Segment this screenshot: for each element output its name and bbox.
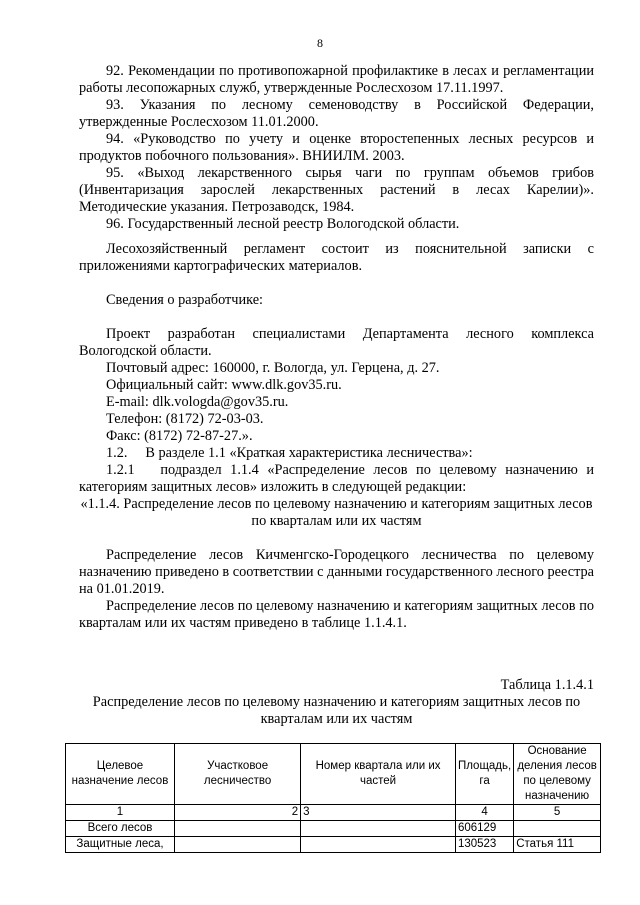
document-body: [79, 63, 594, 632]
header-area: Площадь, га: [455, 744, 513, 805]
cell-quarters: [301, 837, 456, 853]
cell-district: [175, 837, 301, 853]
reference-92: 92. Рекомендации по противопожарной профилактике в лесах и регламентации работы лесопожарных служб, утвержденные Рослесхозом 17.11.1997.: [79, 63, 594, 96]
section-heading: «1.1.4. Распределение лесов по целевому назначению и категориям защитных лесов по кварталам или их частям: [80, 496, 593, 529]
regulation-note: Лесохозяйственный регламент состоит из пояснительной записки с приложениями картографических материалов.: [79, 241, 594, 274]
developer-website: Официальный сайт: www.dlk.gov35.ru.: [106, 377, 342, 393]
developer-address: Почтовый адрес: 160000, г. Вологда, ул. Герцена, д. 27.: [106, 360, 440, 376]
reference-93: 93. Указания по лесному семеноводству в Российской Федерации, утвержденные Рослесхозом 11.01.2000.: [79, 97, 594, 130]
developer-phone: Телефон: (8172) 72-03-03.: [106, 411, 264, 427]
forest-distribution-table: [65, 743, 601, 853]
cell-area: 130523: [455, 837, 513, 853]
column-number: 4: [455, 805, 513, 821]
header-district: Участковое лесничество: [175, 744, 301, 805]
amendment-1-2: 1.2. В разделе 1.1 «Краткая характеристика лесничества»:: [106, 445, 473, 461]
column-number: 5: [514, 805, 601, 821]
table-title: Распределение лесов по целевому назначению и категориям защитных лесов по кварталам или их частям: [92, 694, 581, 727]
table-header-row: [66, 744, 601, 805]
header-quarters: Номер квартала или их частей: [301, 744, 456, 805]
column-number: 3: [301, 805, 456, 821]
reference-96: 96. Государственный лесной реестр Вологодской области.: [106, 216, 460, 232]
page-number: 8: [317, 36, 323, 50]
cell-area: 606129: [455, 821, 513, 837]
cell-quarters: [301, 821, 456, 837]
reference-94: 94. «Руководство по учету и оценке второстепенных лесных ресурсов и продуктов побочного пользования». ВНИИЛМ. 2003.: [79, 131, 594, 164]
section-paragraph-1: Распределение лесов Кичменгско-Городецкого лесничества по целевому назначению приведено в соответствии с данными государственного лесного реестра на 01.01.2019.: [79, 547, 594, 597]
cell-basis: Статья 111: [514, 837, 601, 853]
amendment-1-2-1: 1.2.1 подраздел 1.1.4 «Распределение лесов по целевому назначению и категориям защитных лесов» изложить в следующей редакции:: [79, 462, 594, 495]
column-number-row: [66, 805, 601, 821]
cell-purpose: Всего лесов: [66, 821, 175, 837]
header-purpose: Целевое назначение лесов: [66, 744, 175, 805]
cell-district: [175, 821, 301, 837]
column-number: 1: [66, 805, 175, 821]
table-row: [66, 837, 601, 853]
developer-heading: Сведения о разработчике:: [106, 292, 264, 308]
table-row: [66, 821, 601, 837]
developer-fax: Факс: (8172) 72-87-27.».: [106, 428, 253, 444]
cell-basis: [514, 821, 601, 837]
table-label: Таблица 1.1.4.1: [500, 677, 594, 693]
table-caption: [79, 677, 594, 728]
cell-purpose: Защитные леса,: [66, 837, 175, 853]
developer-project: Проект разработан специалистами Департамента лесного комплекса Вологодской области.: [79, 326, 594, 359]
header-basis: Основание деления лесов по целевому назначению: [514, 744, 601, 805]
reference-95: 95. «Выход лекарственного сырья чаги по группам объемов грибов (Инвентаризация зарослей лекарственных растений в лесах Карелии)». Методические указания. Петрозаводск, 1984.: [79, 165, 594, 215]
section-paragraph-2: Распределение лесов по целевому назначению и категориям защитных лесов по кварталам или их частям приведено в таблице 1.1.4.1.: [79, 598, 594, 631]
developer-email: E-mail: dlk.vologda@gov35.ru.: [106, 394, 289, 410]
column-number: 2: [175, 805, 301, 821]
